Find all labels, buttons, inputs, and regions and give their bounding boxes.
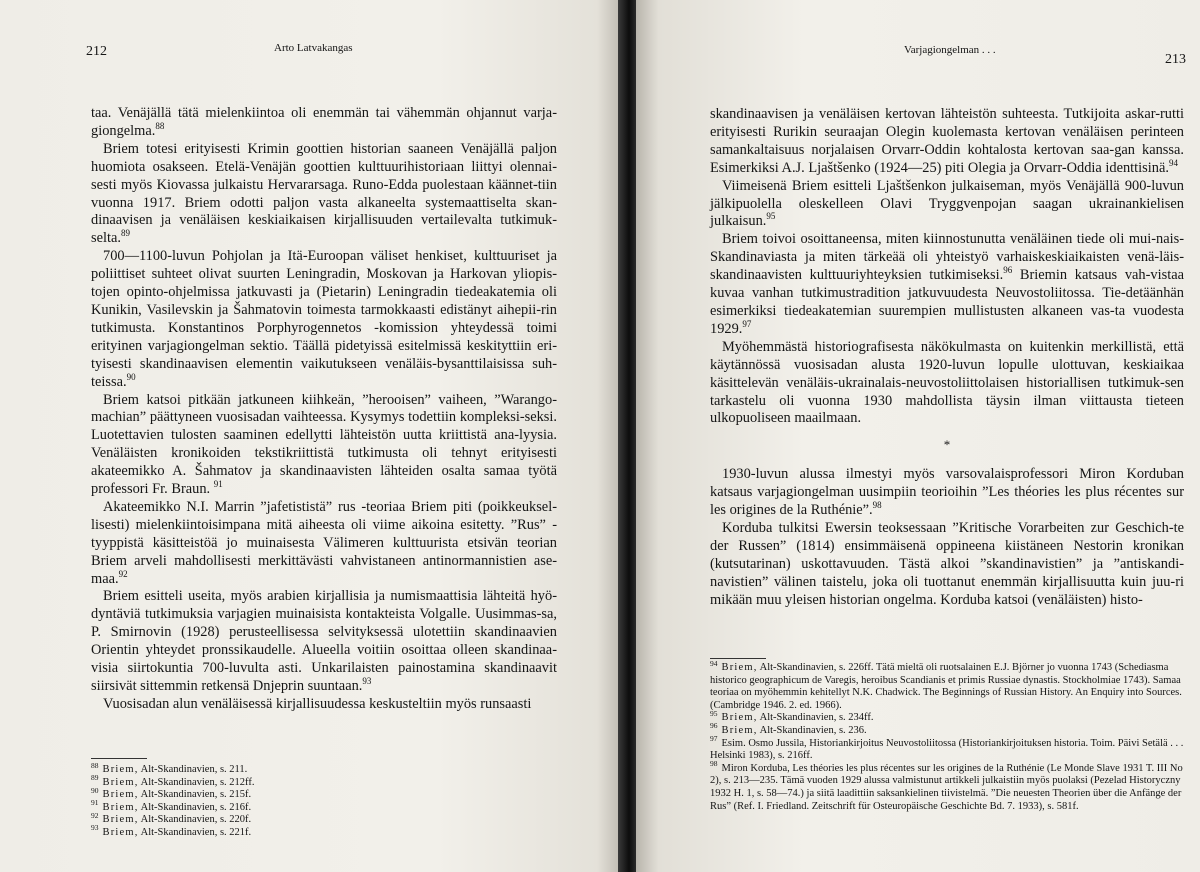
right-footnotes — [710, 658, 1184, 813]
footnote-ref[interactable]: 88 — [155, 121, 165, 132]
footnote-ref[interactable]: 97 — [742, 319, 752, 330]
footnote: $^{91}$ Briem, Alt-Skandinavien, s. 216f. — [91, 798, 252, 813]
running-head: Varjagiongelman . . . — [904, 44, 996, 56]
paragraph: taa. Venäjällä tätä mielenkiintoa oli enemmän tai vähemmän ohjannut varja-giongelma.$^{88}$ — [91, 105, 557, 139]
left-body — [91, 105, 557, 714]
right-body — [710, 106, 1184, 609]
paragraph: Vuosisadan alun venäläisessä kirjallisuudessa keskusteltiin myös runsaasti — [103, 695, 532, 712]
paragraph: skandinaavisen ja venäläisen kertovan lähteistön suhteesta. Tutkijoita askar-rutti erityisesti Rurikin seuraajan Olegin kuolemasta kertovan venäläisen perinteen samankaltaisuus norjalaisen Orvarr-Oddin kohtalosta kertovan saa-gan kanssa. Esimerkiksi A.J. Ljaštšenko (1924—25) piti Olegia ja Orvarr-Oddia identtisinä.$^{94}$ — [710, 106, 1184, 176]
paragraph: 700—1100-luvun Pohjolan ja Itä-Euroopan väliset henkiset, kulttuuriset ja poliittiset suhteet olivat suurten Leningradin, Moskovan ja Harkovan yliopis-tojen opinto-ohjelmissa jatkuvasti ja (Pietarin) Leningradin tiedeakatemia oli Kunikin, Vasilevskin ja Šahmatovin toimesta tarmokkaasti edistänyt aihepii-rin tutkimusta. Konstantinos Porphyrogennetos -komission yhteydessä toimi erityinen varjagiongelman sektio. Täällä pidetyissä esitelmissä keskityttiin eri-tyisesti skandinaavisen elementin vaikutukseen venäläis-bysanttilaisissa suh-teissa.$^{90}$ — [91, 248, 557, 390]
footnote: $^{90}$ Briem, Alt-Skandinavien, s. 215f. — [91, 785, 252, 801]
footnote: $^{95}$ Briem, Alt-Skandinavien, s. 234ff. — [710, 708, 874, 724]
footnote-ref[interactable]: 93 — [362, 676, 372, 687]
paragraph: Briem esitteli useita, myös arabien kirjallisia ja numismaattisia lähteitä hyö-dyntäviä tutkimuksia varjagien muinaisista kontakteista Volgalle. Uusimmas-sa, P. Smirnovin (1928) perusteellisessa selvityksessä ulotettiin skandinaavien Orientin yhteydet pronssikaudelle. Alueella voitiin osoittaa olleen skandinaa-visia siirtokuntia 700-luvulta asti. Unkarilaisten painostamina skandinaavit siirsivät sittemmin retkensä Dnjeprin suuntaan.$^{93}$ — [91, 588, 557, 694]
footnote-ref[interactable]: 90 — [126, 371, 136, 382]
footnote-rule — [710, 658, 766, 659]
right-page — [636, 0, 1200, 872]
page-number: 213 — [1165, 52, 1186, 67]
page-number: 212 — [86, 44, 107, 59]
paragraph: Briem totesi erityisesti Krimin goottien historian saaneen Venäjällä paljon huomiota osakseen. Etelä-Venäjän goottien kulttuurihistoriaan liittyi olennai-sesti myös Kiovassa julkaistu Hervararsaga. Runo-Edda puolestaan käännet-tiin vuonna 1917. Briem odotti paljon vasta alkaneelta systemaattiselta skan-dinaavisen ja venäläisen keskiaikaisen kirjallisuuden vertailevalta tutkimuk-selta.$^{89}$ — [91, 140, 557, 247]
footnote-ref[interactable]: 94 — [1168, 157, 1178, 168]
section-break: * — [943, 437, 951, 453]
footnote-ref[interactable]: 98 — [872, 500, 882, 511]
paragraph: Briem toivoi osoittaneensa, miten kiinnostunutta venäläinen tiede oli mui-nais-Skandinaviasta ja miten tärkeää oli yhteistyö varhaiskeskiaikaisten venä-läis-skandinaavisten kulttuuriyhteyksien tutkimiseksi.$^{96}$ Briemin katsaus vah-vistaa kuvaa vanhan tutkimustradition jatkuvuudesta Neuvostoliitossa. Tie-detäänhän esimerkiksi tiedeakatemian suurempien mullistusten alkaneen vas-ta vuodesta 1929.97 — [710, 231, 1184, 337]
footnote-ref[interactable]: 95 — [766, 211, 776, 222]
footnote-rule — [91, 758, 147, 759]
footnote: $^{89}$ Briem, Alt-Skandinavien, s. 212ff. — [91, 773, 255, 788]
paragraph: Briem katsoi pitkään jatkuneen kiihkeän, ”herooisen” vaiheen, ”Warango-machian” päättyneen vuosisadan vaihteessa. Kysymys todettiin kompleksi-seksi. Luotettavien tulosten saaminen edellytti lähteistön uutta kriittistä ana-lyysia. Venäläisten kronikoiden tekstikriittistä tutkimusta oli tehnyt erityisesti akateemikko A. Šahmatov ja skandinaavisten lähteiden osalta samaa työtä professori Fr. Braun. $^{91}$ — [91, 391, 557, 498]
paragraph: Viimeisenä Briem esitteli Ljaštšenkon julkaiseman, myös Venäjällä 900-luvun jälkipuolella oleskelleen Olavi Tryggvenpojan saagan ukrainankielisen julkaisun.$^{95}$ — [710, 177, 1184, 230]
paragraph: Korduba tulkitsi Ewersin teoksessaan ”Kritische Vorarbeiten zur Geschich-te der Russen” (1814) ensimmäisenä oppineena kiistäneen Nestorin kronikan (kutsutarinan) uskottavuuden. Tästä alkoi ”skandinavistien” ja ”antiskandi-navistien” välinen taistelu, joka oli tuottanut enemmän kirjallisuutta kuin juu-ri mikään muu yleisen historian ongelma. Korduba katsoi (venäläisten) histo- — [710, 519, 1184, 608]
footnote: $^{92}$ Briem, Alt-Skandinavien, s. 220f. — [91, 810, 252, 826]
paragraph: Akateemikko N.I. Marrin ”jafetististä” rus -teoriaa Briem piti (poikkeuksel-lisesti) mielenkiintoisimpana mitä aiheesta oli viime aikoina esitetty. ”Rus” -tyyppistä käsitteistöä jo muinaisesta Välimeren kulttuurista etsivän teorian Briem arveli mahdollisesti merkittävästi vahvistaneen antinormannistien ase-maa.$^{92}$ — [91, 498, 557, 587]
paragraph: 1930-luvun alussa ilmestyi myös varsovalaisprofessori Miron Korduban katsaus varjagiongelman uusimpiin teorioihin ”Les théories les plus récentes sur les origines de la Ruthénie”.$^{98}$ — [710, 466, 1184, 519]
footnote: $^{98}$ Miron Korduba, Les théories les plus récentes sur les origines de la Ruthénie (Le Monde Slave 1931 T. III No 2), s. 213—235. Tämä vuoden 1929 alussa valmistunut artikkeli julkaistiin myös puolaksi (Pezelad Historyczny 1932 H. 1, s. 58—74.) ja siitä laadittiin saksankielinen tiivistelmä. ”Die neuesten Theorien über die Anfänge der Rus” (Ref. I. Friedland. Zeitschrift für Osteuropäische Geschichte Bd. 7. 1933), s. 581f. — [710, 759, 1183, 812]
footnote-ref[interactable]: 96 — [1003, 265, 1013, 276]
footnote: $^{88}$ Briem, Alt-Skandinavien, s. 211. — [91, 760, 248, 775]
paragraph: Myöhemmästä historiografisesta näkökulmasta on kuitenkin merkillistä, että käytännössä vuosisadan alusta 1920-luvun lopulle ulottuvan, keskiaikaa käsittelevän venäläis-ukrainalais-neuvostoliittolaisen historiallisen tutkimuk-sen tarkastelu oli vuonna 1930 mahdollista täysin ilman viittausta tieteen ulkopuoliseen maailmaan. — [710, 338, 1184, 427]
running-head: Arto Latvakangas — [274, 42, 353, 54]
footnote: $^{97}$ Esim. Osmo Jussila, Historiankirjoitus Neuvostoliitossa (Historiankirjoituksen historia. Toim. Päivi Setälä . . . Helsinki 1983), s. 216ff. — [710, 734, 1184, 762]
footnote-ref[interactable]: 92 — [118, 568, 128, 579]
footnote: $^{94}$ Briem, Alt-Skandinavien, s. 226ff. Tätä mieltä oli ruotsalainen E.J. Björner jo vuonna 1743 (Schediasma historico geographicum de Varegis, heroibus Scandianis et primis Russiae dynastis. Stockholmiae 1743). Samaa teoriaa on myöhemmin kehitellyt N.K. Chadwick. The Beginnings of Russian History. An Enquiry into Sources. (Cambridge 1946. 2. ed. 1966). — [710, 658, 1182, 711]
footnote-ref[interactable]: 91 — [213, 479, 223, 490]
footnote-ref[interactable]: 89 — [120, 228, 130, 239]
left-footnotes — [91, 760, 531, 840]
footnote: $^{96}$ Briem, Alt-Skandinavien, s. 236. — [710, 721, 867, 736]
footnote: $^{93}$ Briem, Alt-Skandinavien, s. 221f. — [91, 823, 252, 838]
